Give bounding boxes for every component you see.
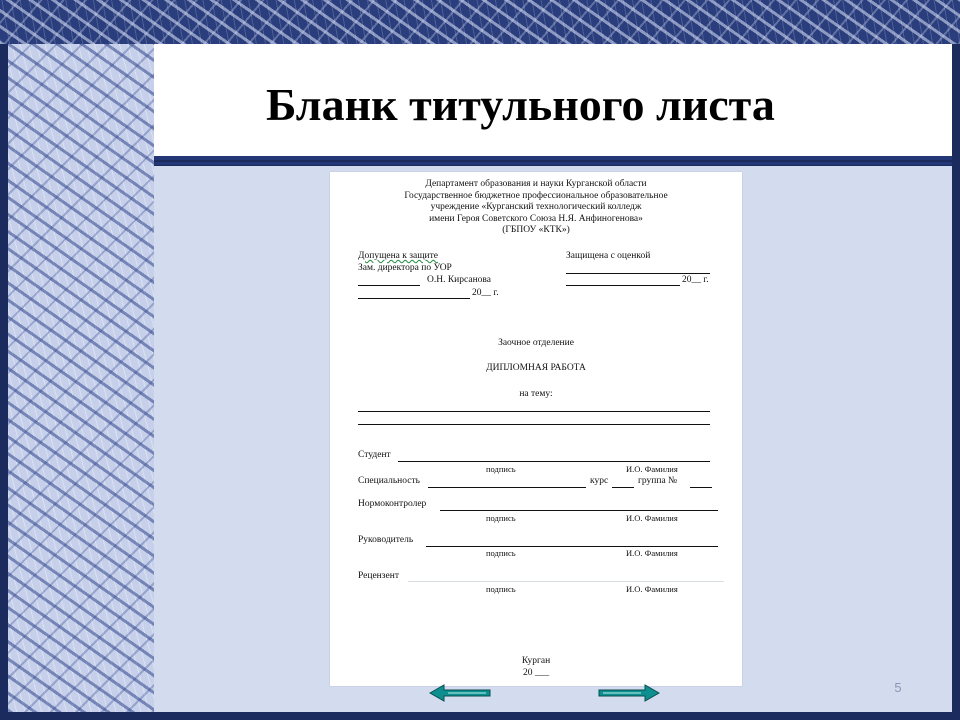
course-line xyxy=(612,487,634,488)
group-line xyxy=(690,487,712,488)
reviewer-label: Рецензент xyxy=(358,571,399,581)
signature-caption: подпись xyxy=(486,548,516,558)
name-caption: И.О. Фамилия xyxy=(626,464,678,474)
header-line: Департамент образования и науки Курганской области xyxy=(425,179,647,189)
topic-label: на тему: xyxy=(519,389,553,399)
student-label: Студент xyxy=(358,450,391,460)
approval-label: Допущена к защите xyxy=(358,251,438,261)
frame-right-border xyxy=(952,44,960,720)
title-page-form xyxy=(330,172,742,686)
city: Курган xyxy=(521,656,551,666)
title-rule-top xyxy=(154,156,952,160)
topic-line xyxy=(358,411,710,412)
specialty-line xyxy=(428,487,586,488)
slide-number: 5 xyxy=(894,680,902,695)
grade-line xyxy=(566,273,710,274)
signature-caption: подпись xyxy=(486,584,516,594)
specialty-label: Специальность xyxy=(358,476,420,486)
header-line: Государственное бюджетное профессиональное образовательное xyxy=(404,190,668,201)
header-line: учреждение «Курганский технологический колледж xyxy=(430,202,642,213)
header-line: (ГБПОУ «КТК») xyxy=(502,225,570,236)
date-line xyxy=(358,298,470,299)
document-year: 20 ___ xyxy=(522,668,550,678)
normcontrol-label: Нормоконтролер xyxy=(358,499,427,509)
decorative-top-pattern xyxy=(0,0,960,44)
next-slide-button[interactable] xyxy=(597,683,661,703)
name-caption: И.О. Фамилия xyxy=(626,584,678,594)
frame-bottom-border xyxy=(0,712,960,720)
supervisor-line xyxy=(426,546,718,547)
approval-year: 20__ г. xyxy=(472,288,499,298)
title-rule-bottom xyxy=(154,162,952,165)
work-type: ДИПЛОМНАЯ РАБОТА xyxy=(486,363,586,373)
defense-year: 20__ г. xyxy=(682,275,709,285)
arrow-left-icon xyxy=(428,683,492,703)
supervisor-label: Руководитель xyxy=(358,535,414,545)
course-label: курс xyxy=(590,476,609,486)
arrow-right-icon xyxy=(597,683,661,703)
topic-line xyxy=(358,424,710,425)
slide-title: Бланк титульного листа xyxy=(266,79,775,130)
name-caption: И.О. Фамилия xyxy=(626,513,678,523)
normcontrol-line xyxy=(440,510,718,511)
signature-caption: подпись xyxy=(486,464,516,474)
group-label: группа № xyxy=(638,476,678,486)
student-line xyxy=(398,461,710,462)
department-name: Заочное отделение xyxy=(498,338,574,348)
header-line: имени Героя Советского Союза Н.Я. Анфиногенова» xyxy=(429,213,643,224)
deputy-director-label: Зам. директора по УОР xyxy=(358,263,452,273)
signature-line xyxy=(358,285,420,286)
reviewer-line xyxy=(408,581,724,582)
signature-caption: подпись xyxy=(486,513,516,523)
previous-slide-button[interactable] xyxy=(428,683,492,703)
deputy-director-name: О.Н. Кирсанова xyxy=(427,275,491,285)
name-caption: И.О. Фамилия xyxy=(626,548,678,558)
document-header xyxy=(330,179,742,237)
date-line xyxy=(566,285,680,286)
decorative-left-pattern xyxy=(8,44,154,712)
grade-label: Защищена с оценкой xyxy=(566,251,651,261)
